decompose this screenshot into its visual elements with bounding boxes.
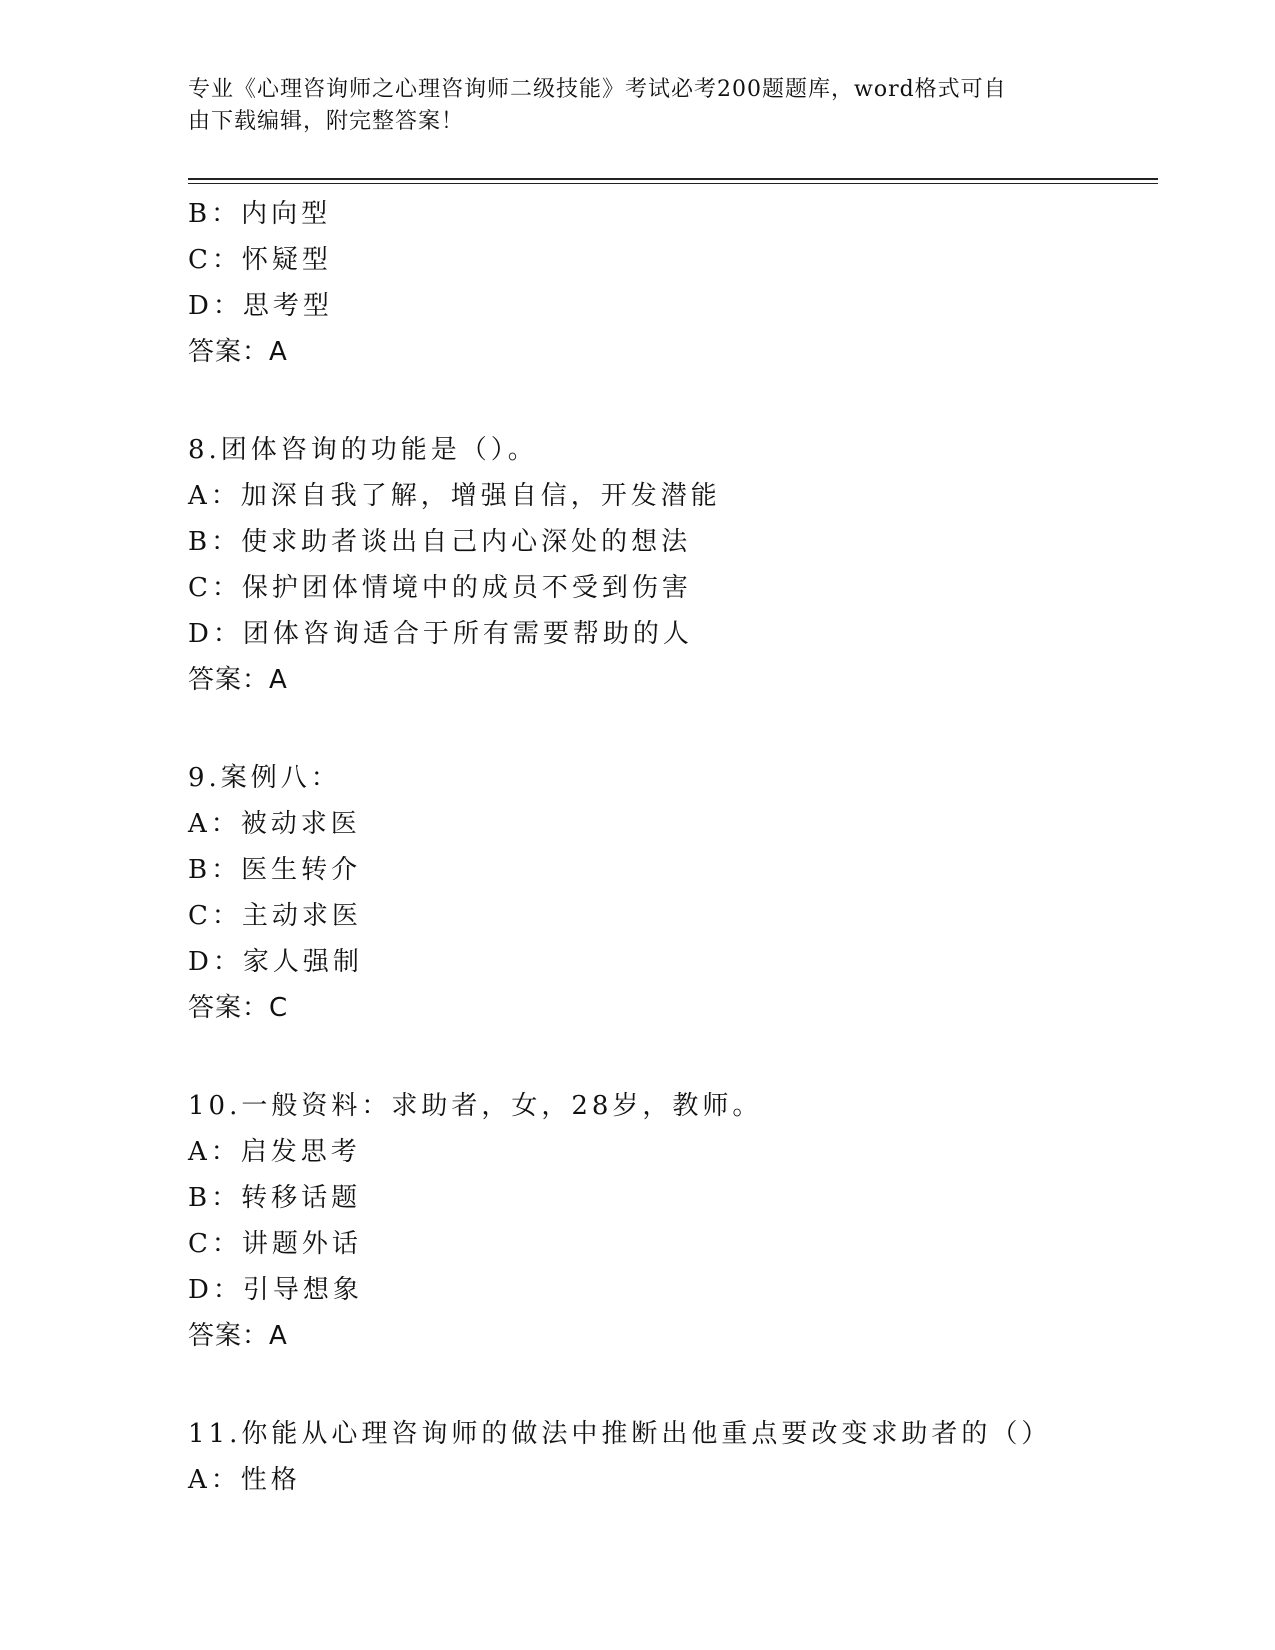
question-block	[188, 191, 1148, 375]
header-divider-thin	[188, 183, 1158, 184]
question-text: 8.团体咨询的功能是（）。	[188, 435, 538, 465]
option-c: C：主动求医	[188, 901, 362, 931]
question-list	[188, 191, 1148, 1503]
header-line-2: 由下载编辑，附完整答案！	[188, 109, 465, 134]
header-divider-thick	[188, 178, 1158, 180]
option-d: D：家人强制	[188, 947, 363, 977]
option-d: D：引导想象	[188, 1275, 363, 1305]
answer: 答案：C	[188, 993, 289, 1023]
option-a: A：加深自我了解，增强自信，开发潜能	[188, 481, 721, 511]
document-header	[188, 74, 1068, 138]
option-b: B：使求助者谈出自己内心深处的想法	[188, 527, 692, 557]
option-b: B：内向型	[188, 199, 332, 229]
question-text: 11.你能从心理咨询师的做法中推断出他重点要改变求助者的（）	[188, 1419, 1052, 1449]
answer: 答案：A	[188, 665, 288, 695]
question-block	[188, 755, 1148, 1031]
header-line-1: 专业《心理咨询师之心理咨询师二级技能》考试必考200题题库，word格式可自	[188, 77, 1007, 102]
option-a: A：性格	[188, 1465, 301, 1495]
option-a: A：被动求医	[188, 809, 361, 839]
question-text: 9.案例八：	[188, 763, 341, 793]
option-c: C：保护团体情境中的成员不受到伤害	[188, 573, 692, 603]
option-b: B：医生转介	[188, 855, 362, 885]
option-c: C：讲题外话	[188, 1229, 362, 1259]
answer: 答案：A	[188, 337, 288, 367]
question-block	[188, 427, 1148, 703]
option-c: C：怀疑型	[188, 245, 332, 275]
option-d: D：思考型	[188, 291, 333, 321]
option-a: A：启发思考	[188, 1137, 361, 1167]
option-d: D：团体咨询适合于所有需要帮助的人	[188, 619, 693, 649]
question-block	[188, 1411, 1148, 1503]
option-b: B：转移话题	[188, 1183, 362, 1213]
question-text: 10.一般资料：求助者，女，28岁，教师。	[188, 1091, 763, 1121]
question-block	[188, 1083, 1148, 1359]
answer: 答案：A	[188, 1321, 288, 1351]
